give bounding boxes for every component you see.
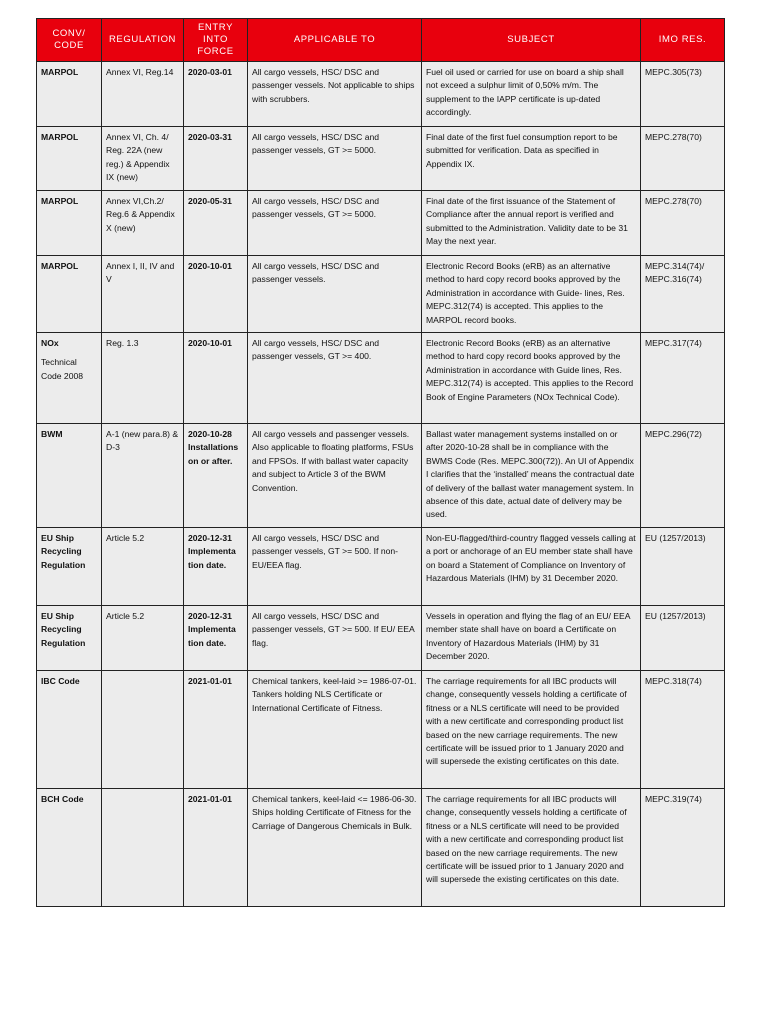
cell-imo-res bbox=[641, 256, 725, 333]
cell-entry-into-force bbox=[184, 671, 248, 789]
cell-applicable-to-text: All cargo vessels, HSC/ DSC and passenger vessels. bbox=[252, 261, 380, 285]
cell-subject-text: Ballast water management systems installed on or after 2020-10-28 shall be in compliance with the BWMS Code (Res. MEPC.300(72)). An UI of Appendix I clarifies that the ‘installed’ means the contractual date of delivery of the ballast water management system. In absence of this date, actual date of delivery may be used. bbox=[426, 429, 635, 520]
cell-regulation bbox=[102, 789, 184, 907]
cell-subject-text: Fuel oil used or carried for use on board a ship shall not exceed a sulphur limit of 0,50% m/m. The supplement to the IAPP certificate is up-dated accordingly. bbox=[426, 67, 624, 118]
cell-imo-res-text: MEPC.317(74) bbox=[645, 338, 702, 348]
cell-subject bbox=[422, 606, 641, 671]
cell-imo-res bbox=[641, 528, 725, 606]
cell-entry-into-force-text: 2020-10-28 bbox=[188, 429, 232, 439]
cell-entry-into-force bbox=[184, 528, 248, 606]
cell-subject-text: Non-EU-flagged/third-country flagged vessels calling at a port or anchorage of an EU member state shall have on board a Statement of Compliance on Inventory of Hazardous Materials (IHM) by 31 December 2020. bbox=[426, 533, 636, 584]
cell-conv-code-text: BCH Code bbox=[41, 794, 84, 804]
cell-conv-code bbox=[37, 528, 102, 606]
cell-applicable-to bbox=[248, 789, 422, 907]
cell-imo-res-text: MEPC.305(73) bbox=[645, 67, 702, 77]
table-body bbox=[37, 62, 725, 907]
regulations-table bbox=[36, 18, 725, 907]
cell-regulation-text: Article 5.2 bbox=[106, 533, 145, 543]
table-row bbox=[37, 127, 725, 191]
cell-entry-into-force-text: 2021-01-01 bbox=[188, 794, 232, 804]
cell-regulation bbox=[102, 62, 184, 127]
table-row bbox=[37, 528, 725, 606]
cell-imo-res bbox=[641, 62, 725, 127]
cell-applicable-to bbox=[248, 671, 422, 789]
cell-imo-res-text: MEPC.319(74) bbox=[645, 794, 702, 804]
cell-regulation bbox=[102, 528, 184, 606]
cell-imo-res-text: EU (1257/2013) bbox=[645, 533, 706, 543]
cell-entry-into-force-text: 2020-12-31 bbox=[188, 533, 232, 543]
cell-conv-code-text: MARPOL bbox=[41, 196, 79, 206]
cell-imo-res-text: MEPC.318(74) bbox=[645, 676, 702, 686]
table-header bbox=[37, 19, 725, 62]
cell-subject-text: Electronic Record Books (eRB) as an alternative method to hard copy record books approved by the Administration in accordance with Guide lines, Res. MEPC.312(74) is accepted. This applies to the Record Book of Engine Parameters (NOx Technical Code). bbox=[426, 338, 634, 402]
cell-entry-note: Installations on or after. bbox=[188, 442, 239, 466]
cell-applicable-to-text: All cargo vessels and passenger vessels. Also applicable to floating platforms, FSUs and FPSOs. If with ballast water capacity and subject to Article 3 of the BWM Convention. bbox=[252, 429, 414, 493]
cell-conv-code bbox=[37, 62, 102, 127]
cell-subject bbox=[422, 256, 641, 333]
header-regulation: REGULATION bbox=[102, 19, 184, 62]
cell-subject-text: Final date of the first issuance of the Statement of Compliance after the annual report is verified and submitted to the Administration. Validity date to be 31 May the next year. bbox=[426, 196, 628, 247]
cell-subject-text: The carriage requirements for all IBC products will change, consequently vessels holding a certificate of fitness or a NLS certificate will need to be provided with a new certificate and corresponding product list based on the new carriage requirements. The new certificate will be issued prior to 1 January 2020 and will supersede the existing certificates on this date. bbox=[426, 676, 627, 767]
table-row bbox=[37, 191, 725, 256]
cell-imo-res-text: EU (1257/2013) bbox=[645, 611, 706, 621]
cell-entry-into-force bbox=[184, 256, 248, 333]
cell-entry-into-force-text: 2020-05-31 bbox=[188, 196, 232, 206]
cell-applicable-to bbox=[248, 606, 422, 671]
cell-imo-res-text: MEPC.314(74)/ MEPC.316(74) bbox=[645, 261, 705, 285]
cell-conv-code bbox=[37, 424, 102, 528]
table-row bbox=[37, 333, 725, 424]
cell-entry-into-force-text: 2020-03-31 bbox=[188, 132, 232, 142]
cell-subject-text: Final date of the first fuel consumption report to be submitted for verification. Data as specified in Appendix IX. bbox=[426, 132, 618, 169]
cell-conv-code bbox=[37, 256, 102, 333]
cell-subject bbox=[422, 528, 641, 606]
cell-imo-res bbox=[641, 671, 725, 789]
cell-imo-res bbox=[641, 789, 725, 907]
cell-entry-into-force-text: 2020-10-01 bbox=[188, 338, 232, 348]
cell-applicable-to bbox=[248, 333, 422, 424]
cell-applicable-to bbox=[248, 528, 422, 606]
cell-applicable-to bbox=[248, 256, 422, 333]
table-row bbox=[37, 62, 725, 127]
cell-applicable-to-text: All cargo vessels, HSC/ DSC and passenger vessels, GT >= 500. If non-EU/EEA flag. bbox=[252, 533, 399, 570]
cell-regulation-text: Annex I, II, IV and V bbox=[106, 261, 175, 285]
cell-imo-res bbox=[641, 191, 725, 256]
cell-regulation-text: Annex VI, Reg.14 bbox=[106, 67, 174, 77]
cell-conv-code-text: EU Ship Recycling Regulation bbox=[41, 533, 86, 570]
cell-applicable-to-text: Chemical tankers, keel-laid >= 1986-07-01. Tankers holding NLS Certificate or International Certificate of Fitness. bbox=[252, 676, 417, 713]
cell-regulation bbox=[102, 127, 184, 191]
table-row bbox=[37, 789, 725, 907]
cell-entry-into-force-text: 2020-10-01 bbox=[188, 261, 232, 271]
cell-conv-code-text: MARPOL bbox=[41, 132, 79, 142]
cell-conv-code-text: IBC Code bbox=[41, 676, 80, 686]
cell-entry-into-force bbox=[184, 127, 248, 191]
cell-entry-into-force bbox=[184, 191, 248, 256]
cell-imo-res-text: MEPC.278(70) bbox=[645, 132, 702, 142]
cell-regulation bbox=[102, 333, 184, 424]
cell-subject bbox=[422, 127, 641, 191]
cell-regulation-text: Annex VI,Ch.2/ Reg.6 & Appendix X (new) bbox=[106, 196, 175, 233]
cell-subject bbox=[422, 671, 641, 789]
cell-applicable-to-text: All cargo vessels, HSC/ DSC and passenger vessels, GT >= 500. If EU/ EEA flag. bbox=[252, 611, 415, 648]
cell-applicable-to-text: All cargo vessels, HSC/ DSC and passenger vessels, GT >= 5000. bbox=[252, 132, 380, 156]
cell-entry-note: Implementa tion date. bbox=[188, 624, 236, 648]
cell-subject bbox=[422, 191, 641, 256]
table-row bbox=[37, 424, 725, 528]
cell-entry-into-force bbox=[184, 62, 248, 127]
cell-applicable-to-text: All cargo vessels, HSC/ DSC and passenger vessels, GT >= 400. bbox=[252, 338, 380, 362]
cell-subject bbox=[422, 62, 641, 127]
cell-subject bbox=[422, 789, 641, 907]
cell-conv-code bbox=[37, 606, 102, 671]
cell-entry-into-force-text: 2020-03-01 bbox=[188, 67, 232, 77]
cell-conv-code bbox=[37, 671, 102, 789]
cell-imo-res-text: MEPC.296(72) bbox=[645, 429, 702, 439]
cell-regulation bbox=[102, 424, 184, 528]
cell-conv-code bbox=[37, 333, 102, 424]
cell-conv-code bbox=[37, 789, 102, 907]
cell-subject bbox=[422, 424, 641, 528]
cell-imo-res bbox=[641, 127, 725, 191]
cell-regulation bbox=[102, 606, 184, 671]
cell-conv-subtitle: Technical Code 2008 bbox=[41, 357, 84, 381]
cell-imo-res-text: MEPC.278(70) bbox=[645, 196, 702, 206]
header-applicable-to: APPLICABLE TO bbox=[248, 19, 422, 62]
cell-conv-code bbox=[37, 191, 102, 256]
header-entry-into-force: ENTRY INTO FORCE bbox=[184, 19, 248, 62]
cell-regulation-text: Reg. 1.3 bbox=[106, 338, 139, 348]
cell-subject-text: Vessels in operation and flying the flag of an EU/ EEA member state shall have on board a Certificate on Inventory of Hazardous Materials (IHM) by 31 December 2020. bbox=[426, 611, 630, 662]
cell-entry-into-force bbox=[184, 789, 248, 907]
cell-entry-into-force bbox=[184, 606, 248, 671]
cell-regulation-text: Annex VI, Ch. 4/ Reg. 22A (new reg.) & Appendix IX (new) bbox=[106, 132, 170, 183]
cell-applicable-to bbox=[248, 127, 422, 191]
cell-applicable-to-text: Chemical tankers, keel-laid <= 1986-06-30. Ships holding Certificate of Fitness for the Carriage of Dangerous Chemicals in Bulk. bbox=[252, 794, 417, 831]
cell-regulation-text: Article 5.2 bbox=[106, 611, 145, 621]
cell-entry-into-force bbox=[184, 424, 248, 528]
cell-conv-code-text: NOx bbox=[41, 338, 59, 348]
cell-conv-code-text: BWM bbox=[41, 429, 63, 439]
header-subject: SUBJECT bbox=[422, 19, 641, 62]
cell-subject bbox=[422, 333, 641, 424]
cell-regulation bbox=[102, 191, 184, 256]
cell-entry-into-force bbox=[184, 333, 248, 424]
cell-subject-text: The carriage requirements for all IBC products will change, consequently vessels holding a certificate of fitness or a NLS certificate will need to be provided with a new certificate and corresponding product list based on the new carriage requirements. The new certificate will be issued prior to 1 January 2020 and will supersede the existing certificates on this date. bbox=[426, 794, 627, 885]
cell-regulation-text: A-1 (new para.8) & D-3 bbox=[106, 429, 179, 453]
cell-applicable-to-text: All cargo vessels, HSC/ DSC and passenger vessels, GT >= 5000. bbox=[252, 196, 380, 220]
cell-conv-code bbox=[37, 127, 102, 191]
cell-regulation bbox=[102, 256, 184, 333]
table-row bbox=[37, 671, 725, 789]
header-conv-code: CONV/ CODE bbox=[37, 19, 102, 62]
cell-conv-code-text: MARPOL bbox=[41, 261, 79, 271]
cell-applicable-to bbox=[248, 424, 422, 528]
cell-entry-into-force-text: 2021-01-01 bbox=[188, 676, 232, 686]
cell-applicable-to-text: All cargo vessels, HSC/ DSC and passenger vessels. Not applicable to ships with scrubbers. bbox=[252, 67, 415, 104]
cell-entry-note: Implementa tion date. bbox=[188, 546, 236, 570]
cell-imo-res bbox=[641, 424, 725, 528]
cell-entry-into-force-text: 2020-12-31 bbox=[188, 611, 232, 621]
table-row bbox=[37, 256, 725, 333]
cell-conv-code-text: EU Ship Recycling Regulation bbox=[41, 611, 86, 648]
header-imo-res: IMO RES. bbox=[641, 19, 725, 62]
table-row bbox=[37, 606, 725, 671]
cell-applicable-to bbox=[248, 191, 422, 256]
cell-applicable-to bbox=[248, 62, 422, 127]
cell-subject-text: Electronic Record Books (eRB) as an alternative method to hard copy record books approved by the Administration in accordance with Guide- lines, Res. MEPC.312(74) is accepted. This applies to the MARPOL record books. bbox=[426, 261, 625, 325]
cell-conv-code-text: MARPOL bbox=[41, 67, 79, 77]
cell-imo-res bbox=[641, 606, 725, 671]
cell-imo-res bbox=[641, 333, 725, 424]
cell-regulation bbox=[102, 671, 184, 789]
